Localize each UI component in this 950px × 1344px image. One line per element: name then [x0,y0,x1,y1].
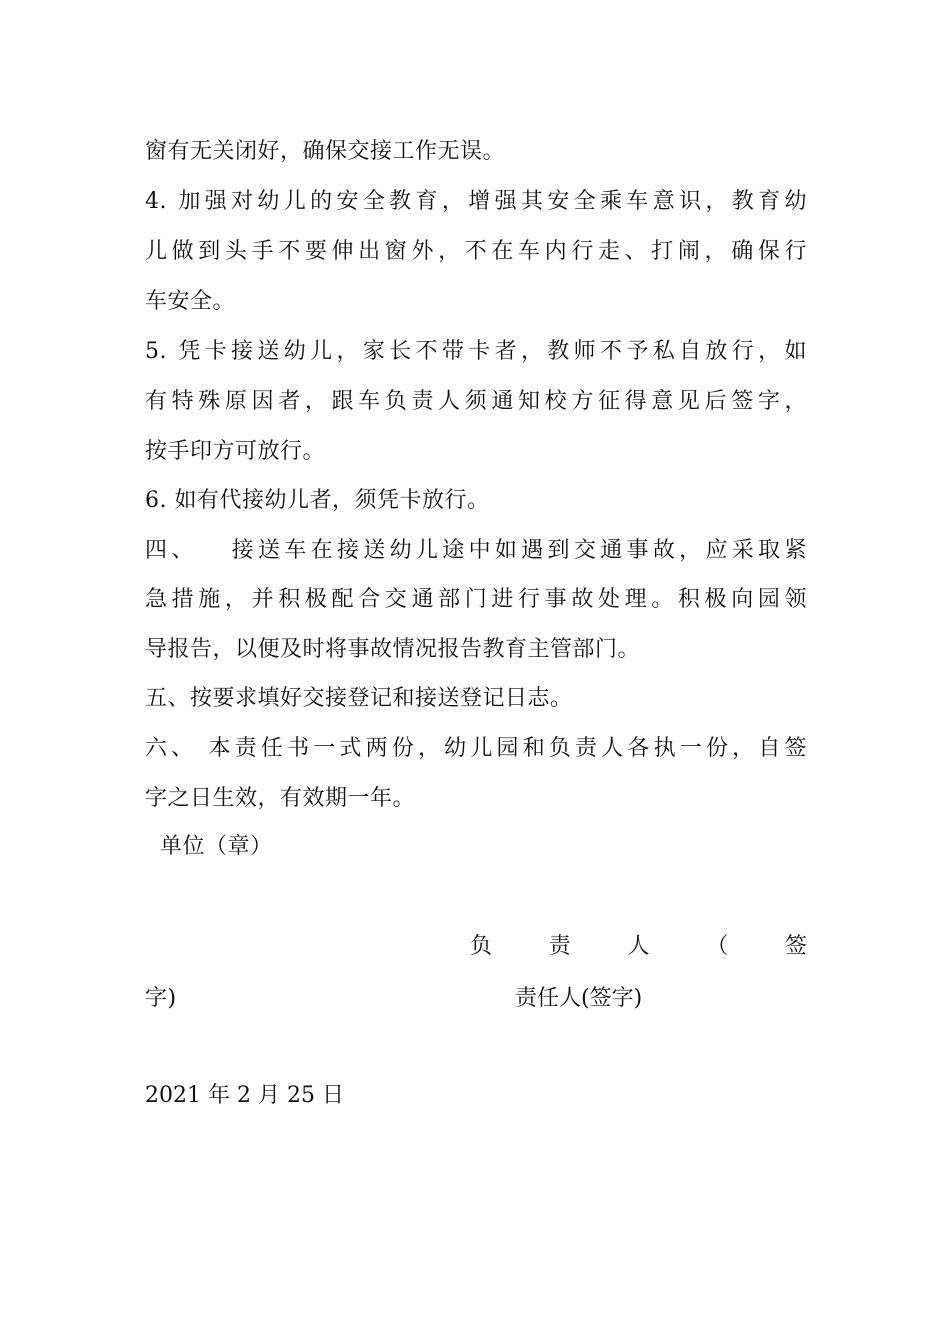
paragraph-line: 车安全。 [145,289,236,314]
signature-left-tail: 字) [145,986,177,1011]
paragraph-line: 儿做到头手不要伸出窗外，不在车内行走、打闹，确保行 [145,239,807,264]
paragraph-line: 字之日生效，有效期一年。 [145,786,416,811]
signature-char: 负 [470,934,493,959]
signature-char: 责 [548,934,571,959]
document-date: 2021 年 2 月 25 日 [145,1083,344,1108]
paragraph-line: 导报告，以便及时将事故情况报告教育主管部门。 [145,637,641,662]
paragraph-line: 五、按要求填好交接登记和接送登记日志。 [145,686,573,711]
paragraph-line: 急措施，并积极配合交通部门进行事故处理。积极向园领 [145,587,807,612]
paragraph-line: 有特殊原因者，跟车负责人须通知校方征得意见后签字， [145,389,807,414]
paragraph-line: 6. 如有代接幼儿者，须凭卡放行。 [145,488,490,513]
signature-principal-label [470,932,807,962]
paragraph-line: 5. 凭卡接送幼儿，家长不带卡者，教师不予私自放行，如 [145,339,807,364]
signature-responsible-label: 责任人(签字) [515,986,643,1011]
signature-char: 签 [784,934,807,959]
paragraph-line: 四、 接送车在接送幼儿途中如遇到交通事故，应采取紧 [145,538,807,563]
unit-seal-label: 单位（章） [145,834,273,859]
signature-char: （ [706,934,729,959]
paragraph-line: 4. 加强对幼儿的安全教育，增强其安全乘车意识，教育幼 [145,189,807,214]
paragraph-line: 按手印方可放行。 [145,439,326,464]
paragraph-line: 六、 本责任书一式两份，幼儿园和负责人各执一份，自签 [145,736,807,761]
paragraph-line: 窗有无关闭好，确保交接工作无误。 [145,139,506,164]
signature-char: 人 [627,934,650,959]
